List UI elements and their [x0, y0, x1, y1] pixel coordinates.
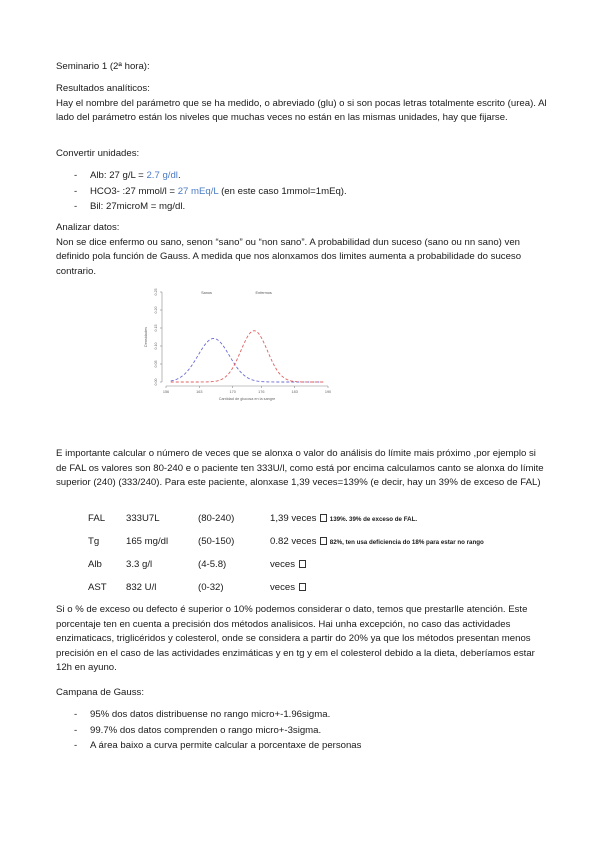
y-tick-label: 0.00	[154, 378, 158, 386]
x-tick-label: 183	[291, 390, 298, 394]
x-tick-label: 163	[196, 390, 203, 394]
x-tick-label: 156	[162, 390, 170, 394]
table-row: AST 832 U/l (0-32) veces	[88, 577, 510, 600]
series-line-sanos	[171, 338, 323, 382]
list-item: - HCO3- :27 mmol/l = 27 mEq/L (en este caso 1mmol=1mEq).	[56, 185, 536, 201]
lab-table	[88, 508, 510, 600]
percent-paragraph: Si o % de exceso ou defecto é superior o 10% podemos considerar o dato, temos que prestarlle atención. Este porcentaje ten en cuenta a precisión dos métodos analisicos. Hai unha excepción, no caso das actividades enzimaticacs, triglicéridos y colesterol, onde se considera a partir do 20% ya que los métodos presentan menos precisión en el caso de las actividades enzimáticas y en tg y em el colesterol debido a la dieta, deberíamos estar 12h en ayuno.	[56, 604, 535, 673]
calc-paragraph: E importante calcular o número de veces que se alonxa o valor do análisis do límite mais próximo ,por ejemplo si de FAL os valores son 80-240 e o paciente ten 333U/l, como está por encima calculamos canto se alonxa do límite superior (240) (333/240). Para este paciente, alonxase 1,39 veces=139% (e decir, hay un 39% de exceso de FAL)	[56, 448, 544, 488]
list-item: - 99.7% dos datos comprenden o rango micro+-3sigma.	[56, 724, 536, 740]
series-label: Sanos	[201, 291, 212, 295]
table-row: Tg 165 mg/dl (50-150) 0.82 veces 82%, ten usa deficiencia do 18% para estar no rango	[88, 535, 484, 548]
convert-title: Convertir unidades:	[56, 148, 140, 159]
results-title: Resultados analíticos:	[56, 83, 150, 94]
list-item: - 95% dos datos distribuense no rango micro+-1.96sigma.	[56, 708, 536, 724]
convert-list	[56, 169, 536, 216]
y-tick-label: 0.25	[154, 288, 158, 296]
y-tick-label: 0.15	[154, 324, 158, 332]
x-axis-label: Cantidad de glucosa en la sangre	[218, 397, 276, 401]
gauss-title: Campana de Gauss:	[56, 687, 144, 698]
table-row: Alb 3.3 g/l (4-5.8) veces	[88, 554, 510, 577]
results-paragraph: Hay el nombre del parámetro que se ha medido, o abreviado (glu) o si son pocas letras totalmente escrito (urea). Al lado del parámetro están los niveles que muchas veces no están en las mismas unidades, hay que fijarse.	[56, 97, 547, 123]
series-line-enfermos	[171, 331, 323, 382]
arrow-box-icon	[320, 514, 327, 522]
arrow-box-icon	[299, 560, 306, 568]
list-item: - Bil: 27microM = mg/dl.	[56, 200, 536, 216]
series-label: Enfermos	[255, 291, 272, 295]
y-tick-label: 0.05	[154, 360, 158, 368]
y-tick-label: 0.20	[154, 306, 158, 314]
x-tick-label: 190	[324, 390, 332, 394]
page-heading: Seminario 1 (2ª hora):	[56, 61, 150, 72]
list-item: - Alb: 27 g/L = 2.7 g/dl.	[56, 169, 536, 185]
analyze-title: Analizar datos:	[56, 222, 120, 233]
gauss-list	[56, 708, 536, 755]
table-row: FAL 333U7L (80-240) 1,39 veces 139%. 39% de exceso de FAL.	[88, 512, 418, 525]
analyze-paragraph: Non se dice enfermo ou sano, senon “sano” ou “non sano”. A probabilidad dun suceso (sano ou nn sano) ven definido pola función de Gauss. A medida que nos alonxamos dos limites aumenta a probabilidade do suceso contrario.	[56, 236, 522, 277]
gauss-chart	[144, 284, 334, 412]
list-item: - A área baixo a curva permite calcular a porcentaxe de personas	[56, 739, 536, 755]
y-axis-label: Densidades	[144, 326, 148, 348]
y-tick-label: 0.10	[154, 342, 158, 350]
x-tick-label: 170	[229, 390, 236, 394]
arrow-box-icon	[299, 583, 306, 591]
arrow-box-icon	[320, 537, 327, 545]
x-tick-label: 176	[258, 390, 265, 394]
